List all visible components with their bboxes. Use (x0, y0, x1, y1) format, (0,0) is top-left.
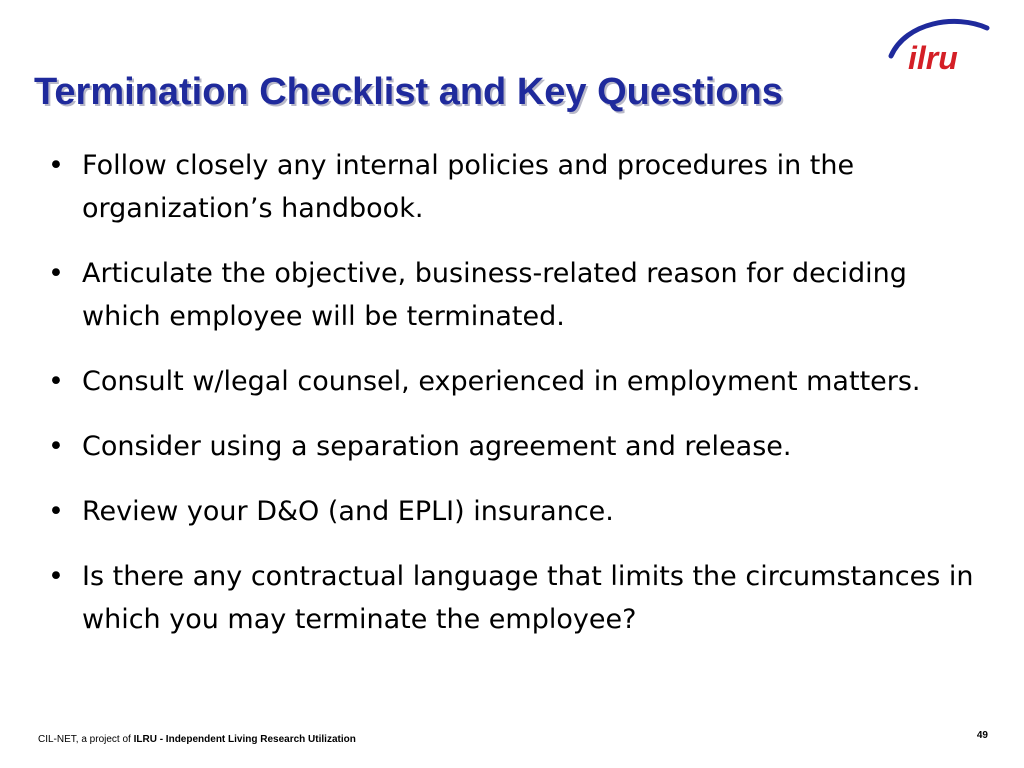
bullet-item-separation-agreement: • Consider using a separation agreement and release. (44, 425, 984, 468)
bullet-item-legal-counsel: • Consult w/legal counsel, experienced in employment matters. (44, 360, 984, 403)
bullet-item-objective-reason: • Articulate the objective, business-related reason for deciding which employee will be terminated. (44, 252, 984, 338)
slide-title: Termination Checklist and Key Questions (34, 71, 783, 113)
bullet-item-insurance-review: • Review your D&O (and EPLI) insurance. (44, 490, 984, 533)
bullet-item-internal-policies: • Follow closely any internal policies and procedures in the organization’s handbook. (44, 144, 984, 230)
footer-org: ILRU - Independent Living Research Utilization (133, 734, 356, 745)
footer-prefix: CIL-NET, a project of (38, 734, 131, 745)
page-number: 49 (976, 730, 988, 741)
ilru-logo (886, 16, 992, 74)
bullet-item-contractual-language: • Is there any contractual language that limits the circumstances in which you may terminate the employee? (44, 555, 984, 641)
bullet-list (44, 144, 984, 663)
logo-text: ilru (908, 40, 958, 74)
footer-credit (38, 734, 356, 745)
